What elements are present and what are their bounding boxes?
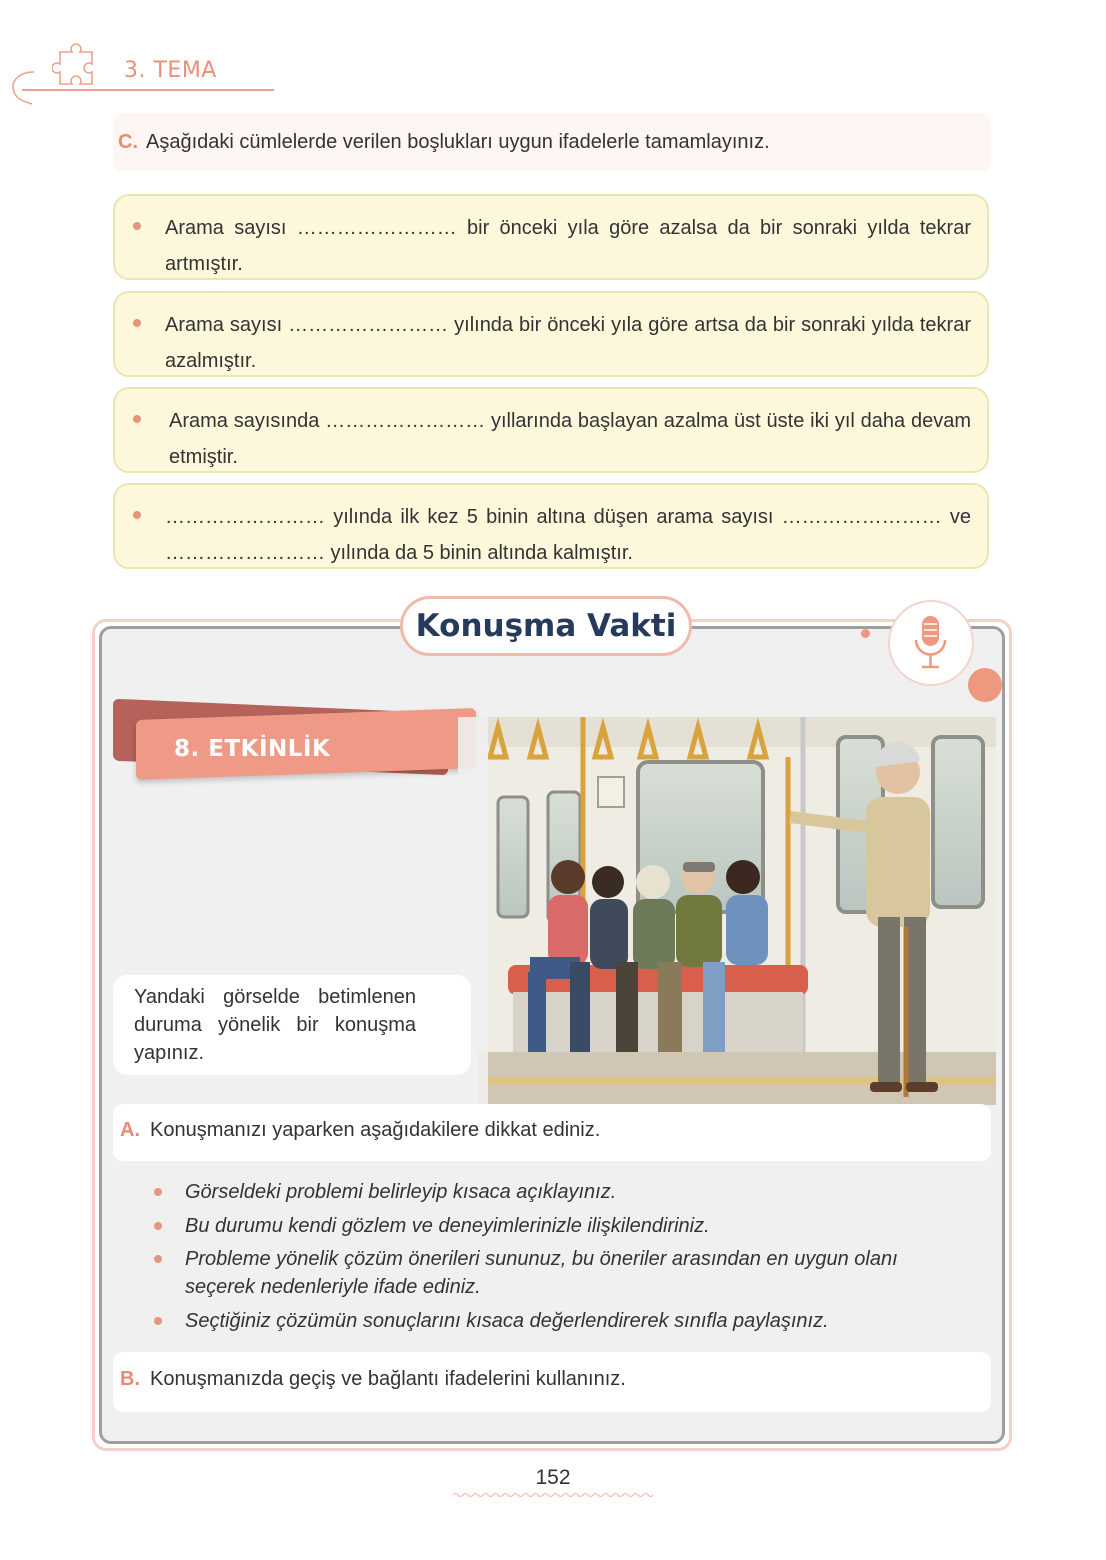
decor-dot-large bbox=[968, 668, 1002, 702]
section-b-instruction bbox=[120, 1368, 626, 1391]
decor-dot bbox=[861, 629, 870, 638]
bullet-dot bbox=[154, 1255, 162, 1263]
page-number: 152 bbox=[535, 1466, 571, 1489]
activity-label: 8. ETKİNLİK bbox=[174, 736, 331, 762]
bullet-dot bbox=[154, 1317, 162, 1325]
subway-illustration bbox=[458, 717, 996, 1105]
section-a-text: Konuşmanızı yaparken aşağıdakilere dikkat ediniz. bbox=[150, 1119, 601, 1141]
bullet-dot bbox=[133, 222, 141, 230]
section-a-instruction bbox=[120, 1119, 600, 1142]
bullet-dot bbox=[154, 1222, 162, 1230]
fill-item-text: Arama sayısı …………………… bir önceki yıla göre azalsa da bir sonraki yılda tekrar artmıştır. bbox=[165, 217, 971, 275]
fill-item bbox=[113, 483, 989, 569]
bullet-dot bbox=[154, 1188, 162, 1196]
section-c-letter: C. bbox=[118, 131, 138, 153]
microphone-icon bbox=[890, 602, 972, 684]
fill-item-text: …………………… yılında ilk kez 5 binin altına düşen arama sayısı …………………… ve …………………… yılında da 5 binin altında kalmıştır. bbox=[165, 506, 971, 564]
page-wave-decoration bbox=[453, 1491, 653, 1499]
section-a-letter: A. bbox=[120, 1119, 140, 1141]
section-c-text: Aşağıdaki cümlelerde verilen boşlukları uygun ifadelerle tamamlayınız. bbox=[146, 131, 770, 153]
puzzle-icon bbox=[52, 42, 108, 94]
fill-item bbox=[113, 387, 989, 473]
bullet-dot bbox=[133, 319, 141, 327]
theme-label: 3. TEMA bbox=[124, 58, 217, 83]
section-c-instruction bbox=[118, 131, 770, 154]
fill-item bbox=[113, 291, 989, 377]
fill-item bbox=[113, 194, 989, 280]
speaking-title: Konuşma Vakti bbox=[400, 596, 692, 656]
tip-item: Seçtiğiniz çözümün sonuçlarını kısaca değerlendirerek sınıfla paylaşınız. bbox=[185, 1310, 829, 1332]
tip-item: Probleme yönelik çözüm önerileri sununuz, bu öneriler arasından en uygun olanı seçerek nedenleriyle ifade ediniz. bbox=[185, 1248, 898, 1298]
fill-item-text: Arama sayısı …………………… yılında bir önceki yıla göre artsa da bir sonraki yılda tekrar azalmıştır. bbox=[165, 314, 971, 372]
microphone-badge bbox=[888, 600, 974, 686]
tip-item: Bu durumu kendi gözlem ve deneyimlerinizle ilişkilendiriniz. bbox=[185, 1215, 710, 1237]
bullet-dot bbox=[133, 511, 141, 519]
header-swirl-icon bbox=[8, 66, 38, 108]
section-b-text: Konuşmanızda geçiş ve bağlantı ifadelerini kullanınız. bbox=[150, 1368, 626, 1390]
activity-prompt: Yandaki görselde betimlenen duruma yönelik bir konuşma yapınız. bbox=[134, 986, 416, 1064]
fill-item-text: Arama sayısında …………………… yıllarında başlayan azalma üst üste iki yıl daha devam etmiştir. bbox=[169, 410, 971, 468]
bullet-dot bbox=[133, 415, 141, 423]
tip-item: Görseldeki problemi belirleyip kısaca açıklayınız. bbox=[185, 1181, 617, 1203]
section-b-letter: B. bbox=[120, 1368, 140, 1390]
